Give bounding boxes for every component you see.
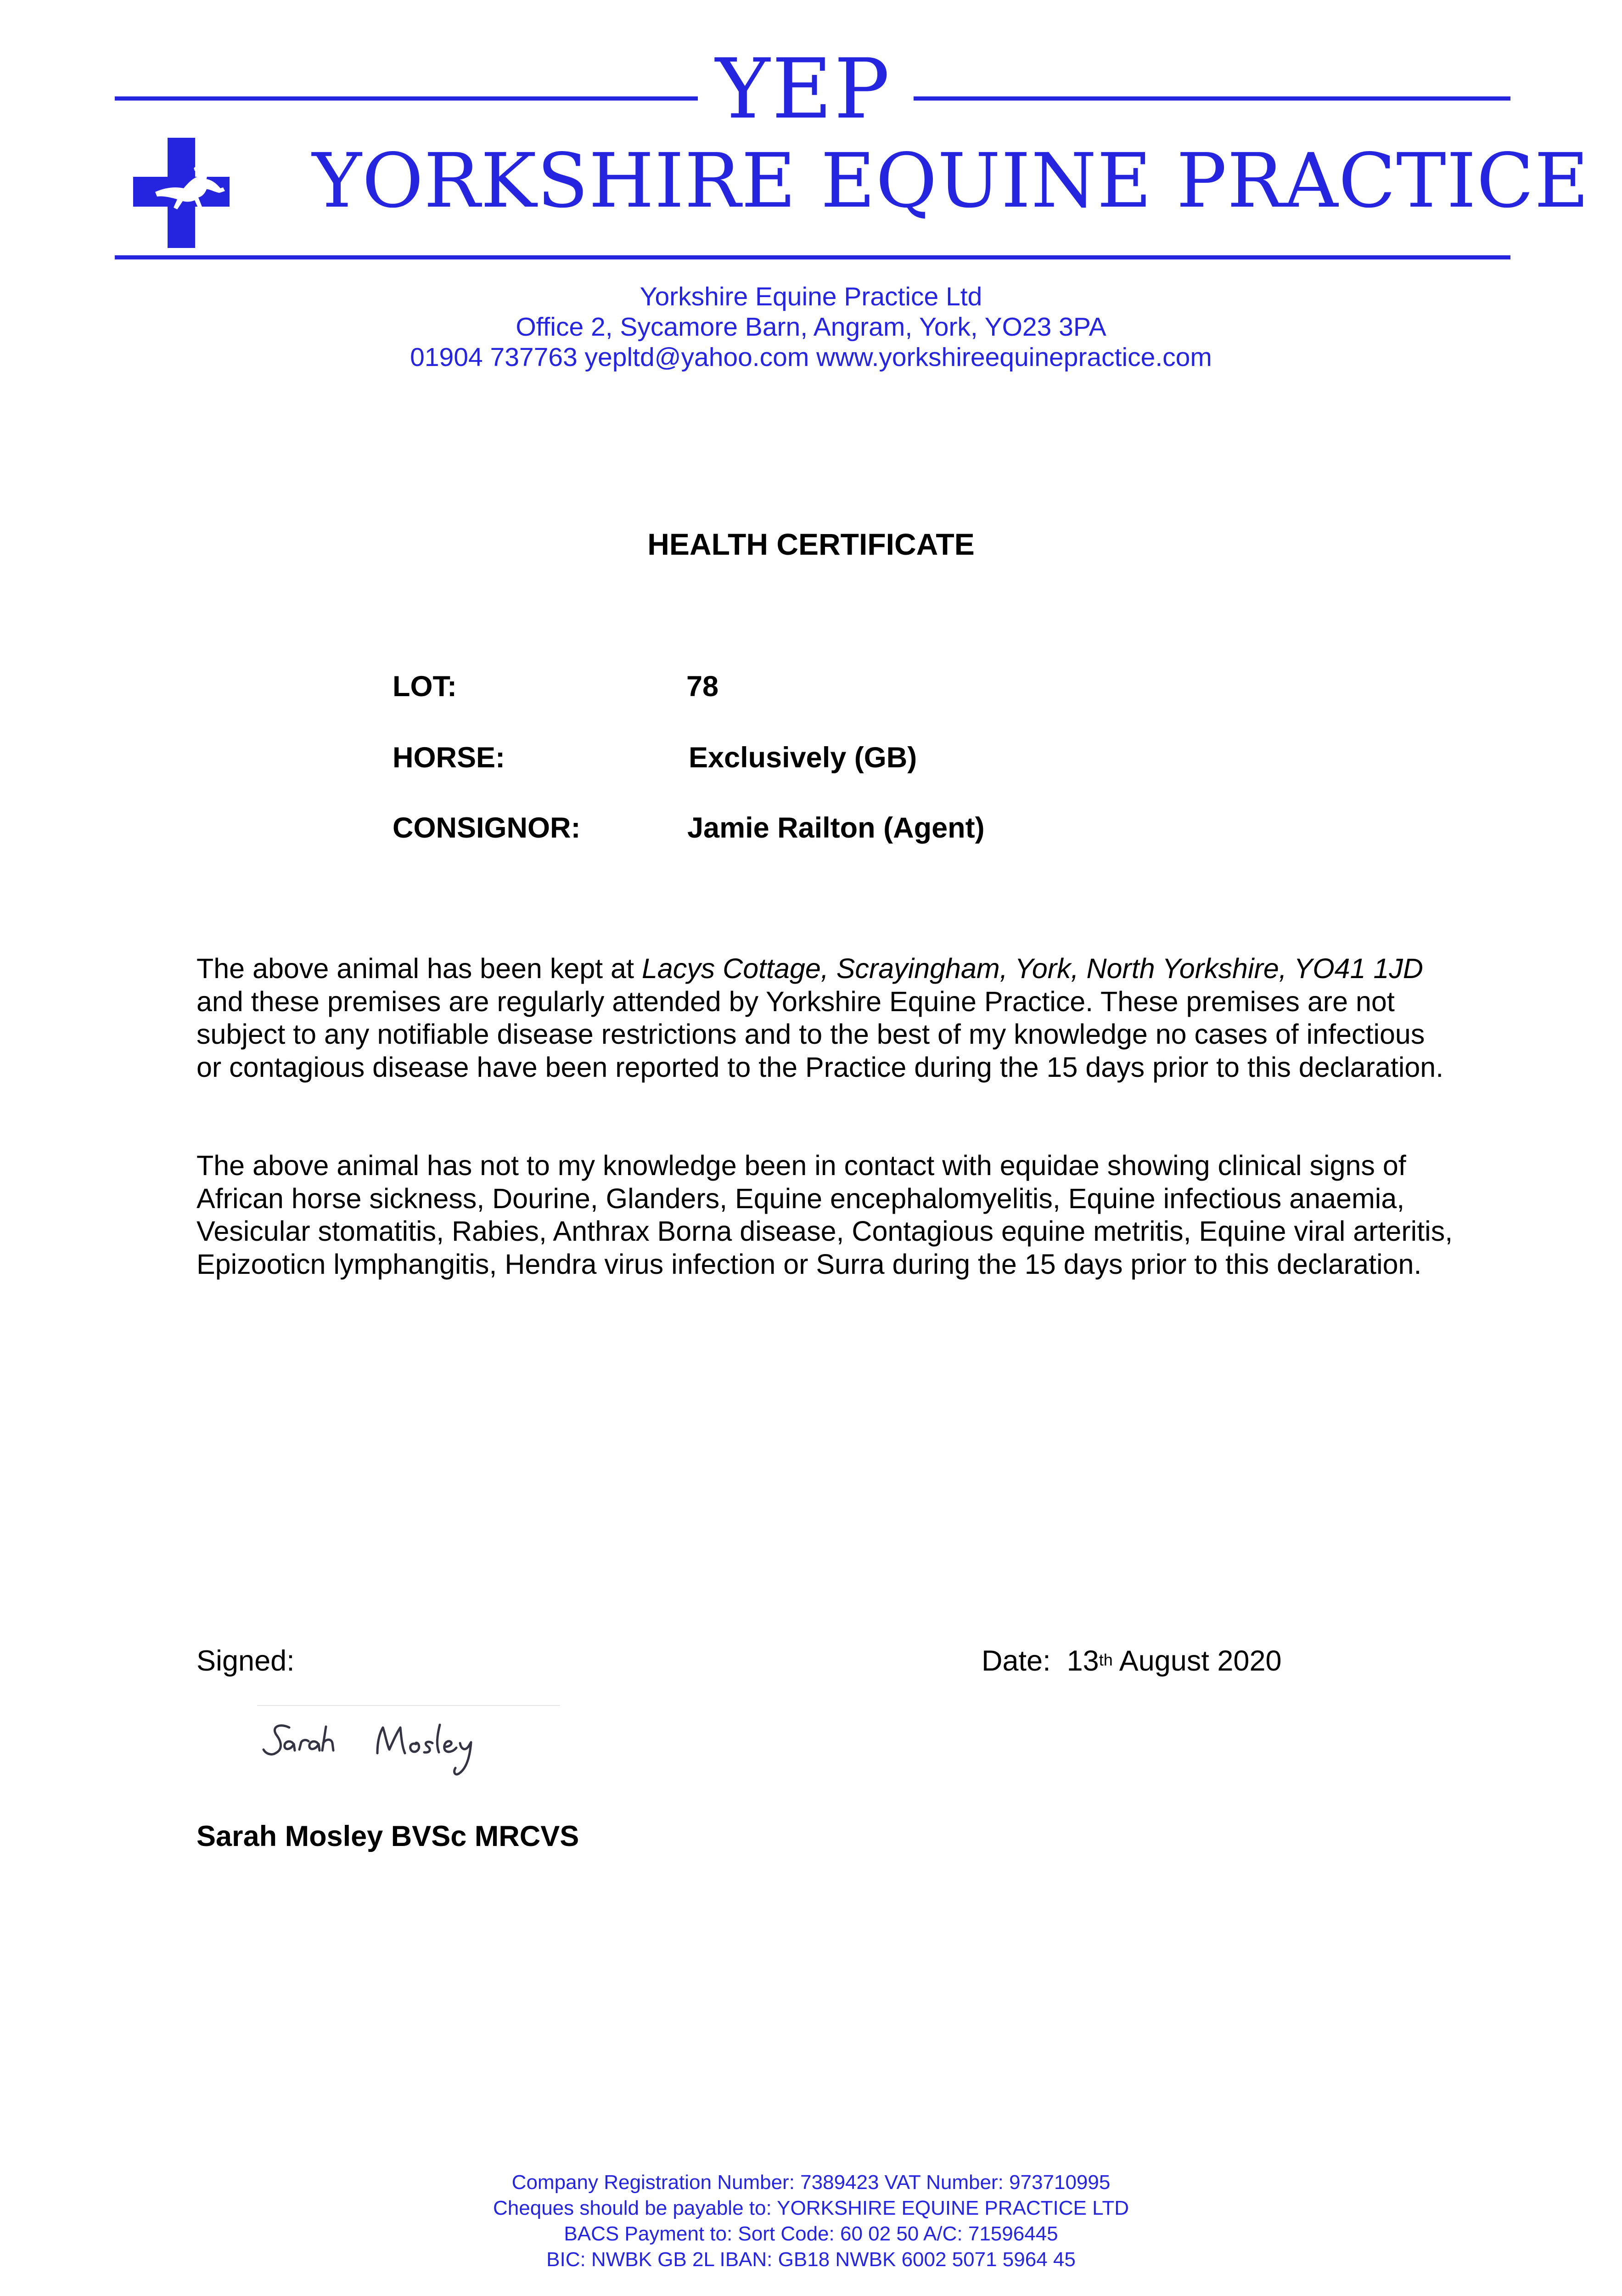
contact-details: 01904 737763 yepltd@yahoo.com www.yorkshireequinepractice.com <box>410 343 1212 372</box>
medical-cross-horse-icon <box>133 138 230 248</box>
company-name: Yorkshire Equine Practice Ltd <box>640 282 982 311</box>
signed-label: Signed: <box>196 1645 295 1677</box>
disease-paragraph: The above animal has not to my knowledge been in contact with equidae showing clinical signs of African horse sickness, Dourine, Glanders, Equine encephalomyelitis, Equine infectious anaemia, Vesicular stomatitis, Rabies, Anthrax Borna disease, Contagious equine metritis, Equine viral arteritis, Epizooticn lymphangitis, Hendra virus infection or Surra during the 15 days prior to this declaration. <box>196 1150 1453 1280</box>
footer-registration: Company Registration Number: 7389423 VAT Number: 973710995 <box>511 2171 1111 2194</box>
footer-cheques: Cheques should be payable to: YORKSHIRE EQUINE PRACTICE LTD <box>493 2197 1129 2219</box>
date-field <box>982 1644 1282 1678</box>
premises-paragraph-start: The above animal has been kept at <box>196 953 642 984</box>
date-rest: August 2020 <box>1112 1645 1282 1677</box>
header-rule-left <box>115 96 698 101</box>
horse-value: Exclusively (GB) <box>689 742 917 774</box>
date-suffix: th <box>1099 1650 1113 1669</box>
premises-paragraph-rest: and these premises are regularly attended by Yorkshire Equine Practice. These premises are not subject to any notifiable disease restrictions and to the best of my knowledge no cases of infectious or contagious disease have been reported to the Practice during the 15 days prior to this declaration. <box>196 985 1444 1083</box>
footer-bacs: BACS Payment to: Sort Code: 60 02 50 A/C: 71596445 <box>564 2223 1058 2245</box>
practice-name: YORKSHIRE EQUINE PRACTICE <box>312 138 1589 225</box>
lot-value: 78 <box>686 670 719 703</box>
certificate-title: HEALTH CERTIFICATE <box>647 527 975 561</box>
consignor-value: Jamie Railton (Agent) <box>687 812 985 844</box>
date-day: 13 <box>1066 1645 1099 1677</box>
vet-name: Sarah Mosley BVSc MRCVS <box>196 1820 579 1852</box>
handwritten-signature <box>257 1699 569 1791</box>
date-label: Date: <box>982 1645 1051 1677</box>
lot-label: LOT: <box>393 670 457 703</box>
header-rule-right <box>914 96 1510 101</box>
footer-iban: BIC: NWBK GB 2L IBAN: GB18 NWBK 6002 5071 5964 45 <box>546 2248 1076 2271</box>
office-address: Office 2, Sycamore Barn, Angram, York, YO23 3PA <box>516 312 1106 342</box>
consignor-label: CONSIGNOR: <box>393 812 581 844</box>
practice-abbreviation: YEP <box>715 41 892 137</box>
premises-location: Lacys Cottage, Scrayingham, York, North Yorkshire, YO41 1JD <box>641 953 1423 984</box>
premises-paragraph <box>196 952 1454 1084</box>
horse-label: HORSE: <box>393 742 505 774</box>
header-rule-bottom <box>115 255 1510 259</box>
